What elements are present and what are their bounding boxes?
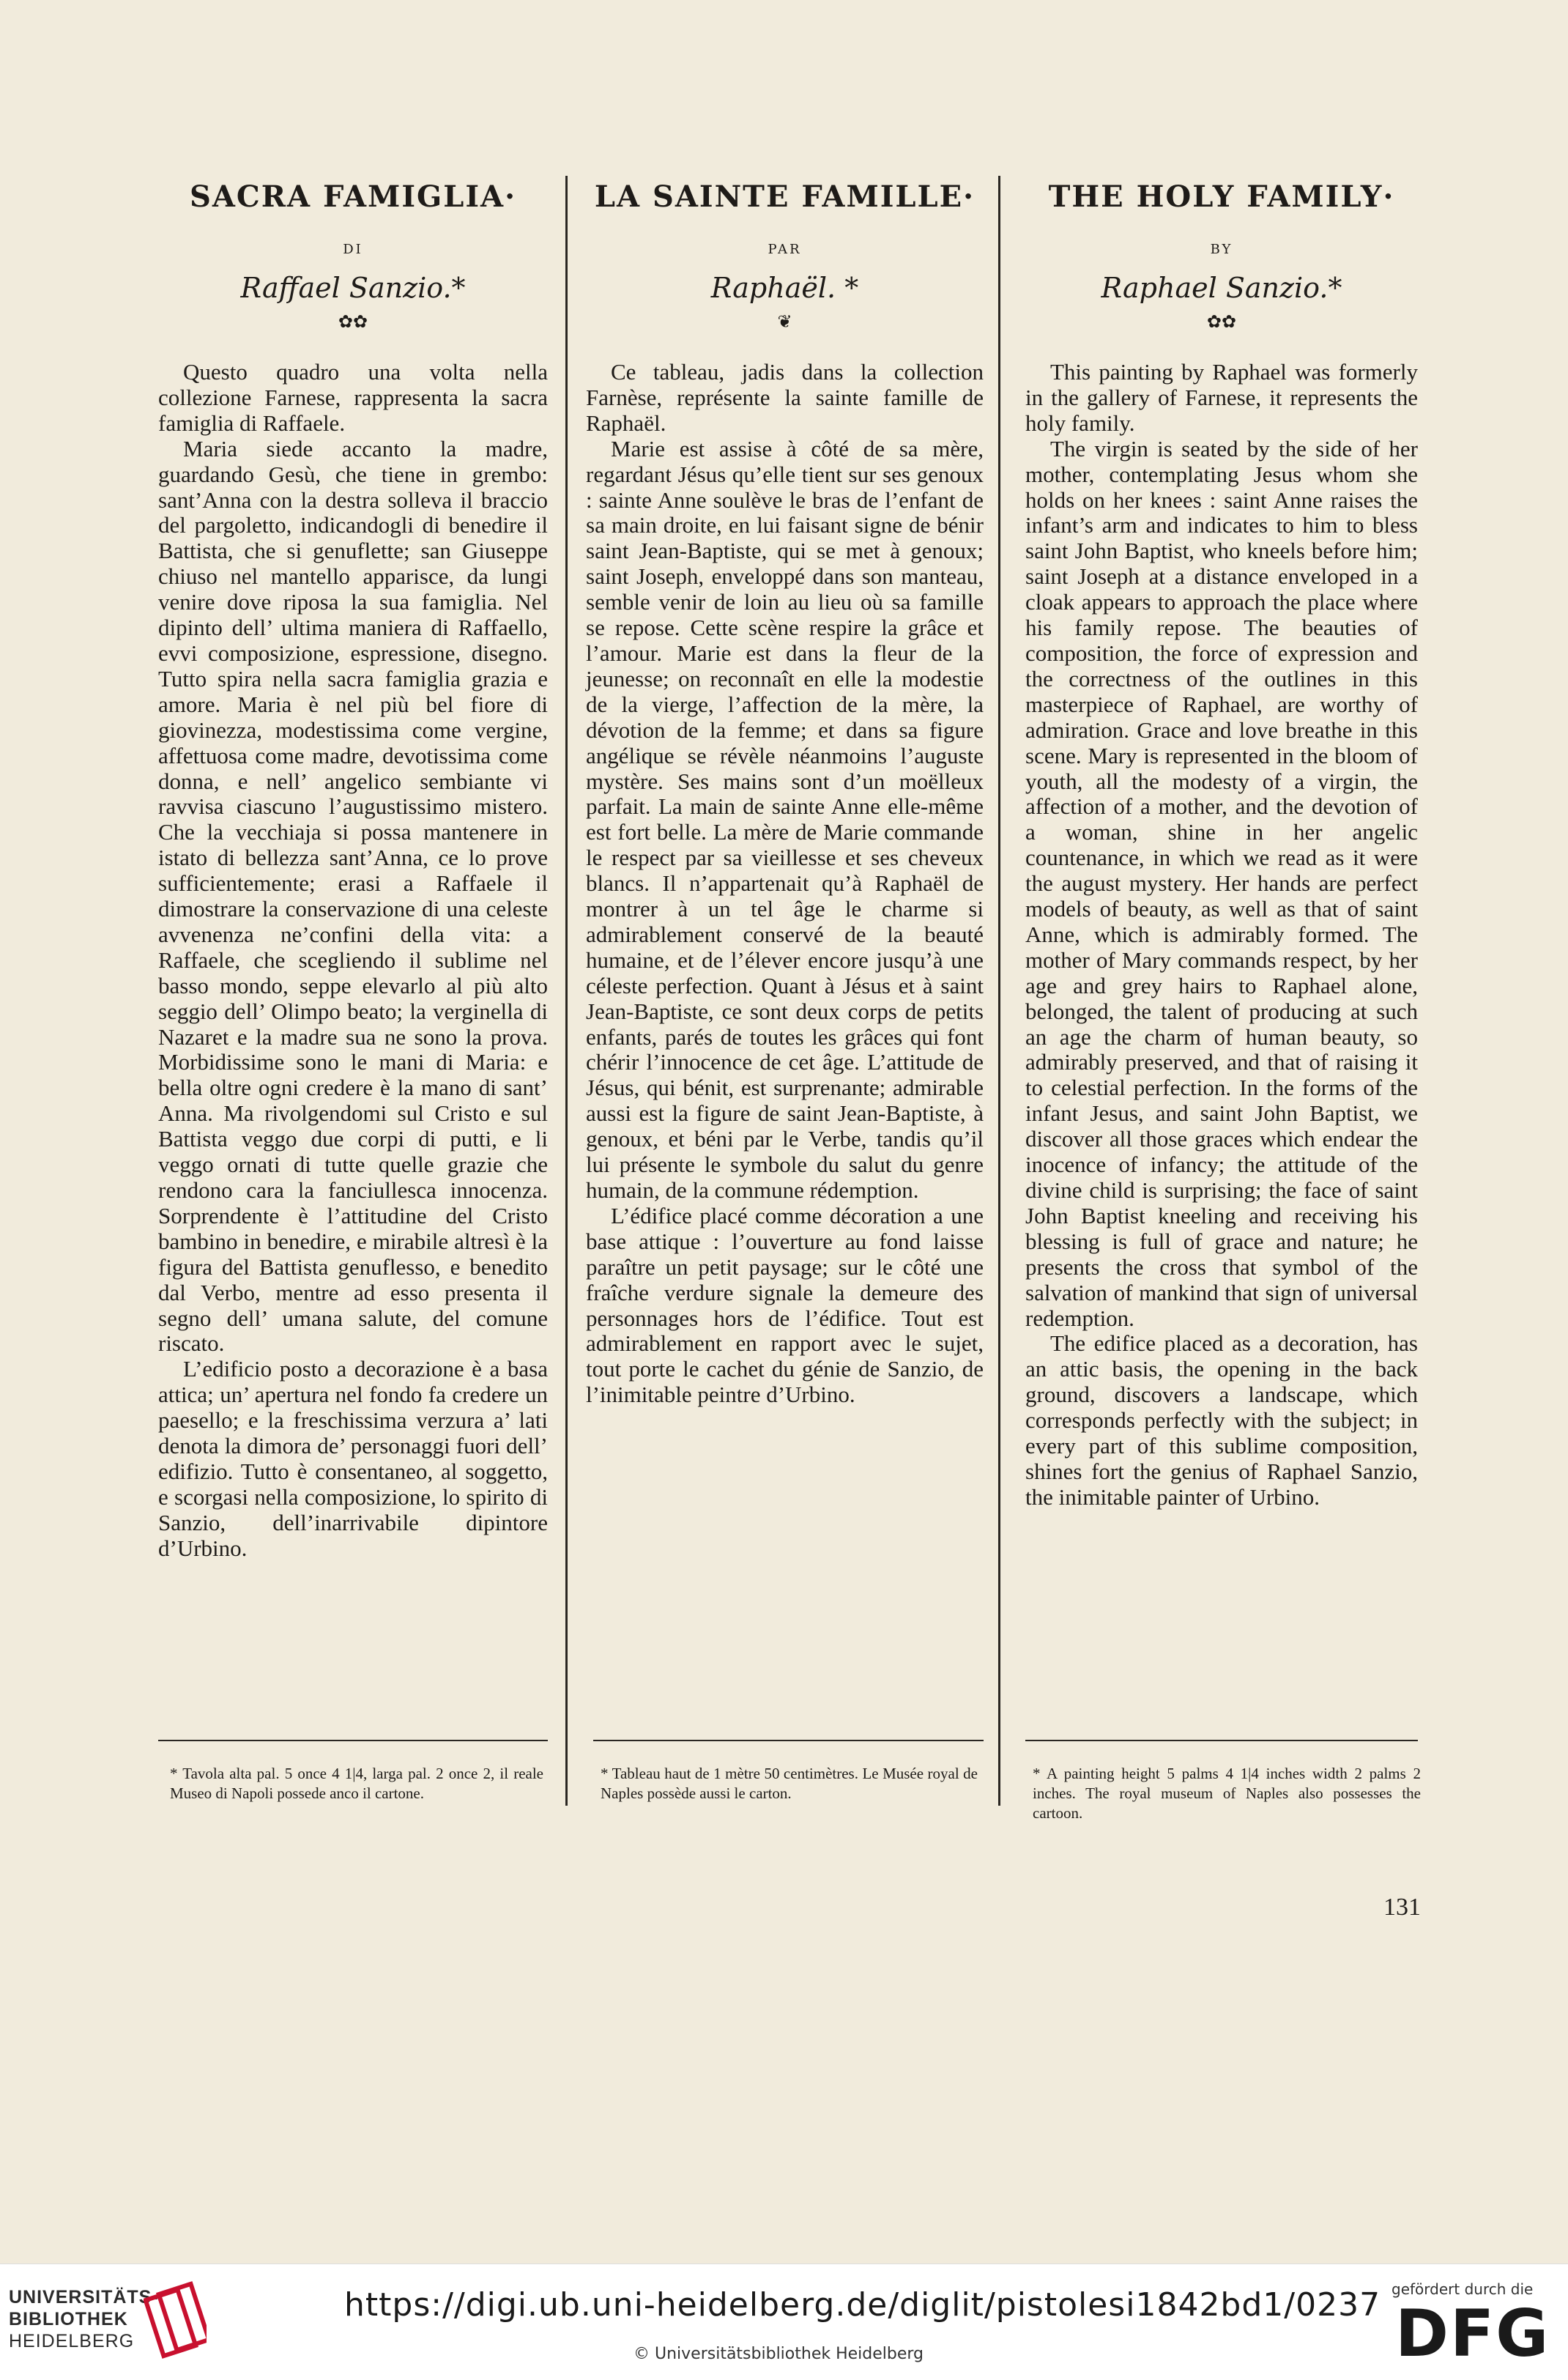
column-divider-right	[998, 176, 1000, 1806]
footnote-rule-english	[1025, 1740, 1418, 1741]
logo-line: UNIVERSITÄTS-	[9, 2287, 159, 2307]
footnote-rule-french	[593, 1740, 984, 1741]
column-divider-left	[565, 176, 568, 1806]
paragraph: Maria siede accanto la madre, guardando Gesù, che tiene in grembo: sant’Anna con la destra solleva il braccio del pargoletto, indicandogli di benedire il Battista, che si genuflette; san Giuseppe chiuso nel mantello apparisce, da lungi venire dove riposa la sua famiglia. Nel dipinto dell’ ultima maniera di Raffaello, evvi composizione, espressione, disegno. Tutto spira nella sacra famiglia grazia e amore. Maria è nel più bel fiore di giovinezza, modestissima come vergine, affettuosa come madre, devotissima come donna, e nell’ angelico sembiante vi ravvisa ciascuno l’augustissimo mistero. Che la vecchiaja si possa mantenere in istato di bellezza sant’Anna, ce lo prove sufficientemente; erasi a Raffaele il dimostrare la conservazione di una celeste avvenenza ne’confini della vita: a Raffaele, che scegliendo il sublime nel basso mondo, seppe elevarlo al più alto seggio dell’ Olimpo beato; la verginella di Nazaret e la madre sua ne sono la prova. Morbidissime sono le mani di Maria: e bella oltre ogni credere è la mano di sant’ Anna. Ma rivolgendomi sul Cristo e sul Battista veggo due corpi di putti, e li veggo ornati di tutte quelle grazie che rendono cara la fanciullesca innocenza. Sorprendente è l’attitudine del Cristo bambino in benedire, e mirabile altresì è la figura del Battista genuflesso, e benedito dal Verbo, mentre ad esso presenta il segno dell’ umana salute, del comune riscato.	[158, 435, 548, 1357]
footer-bar	[0, 2264, 1568, 2380]
paragraph: Questo quadro una volta nella collezione Farnese, rappresenta la sacra famiglia di Raffaele.	[158, 359, 548, 436]
funded-by-label: gefördert durch die	[1391, 2280, 1534, 2298]
paragraph: Ce tableau, jadis dans la collection Farnèse, représente la sainte famille de Raphaël.	[586, 359, 984, 436]
dfg-logo[interactable]: DFG	[1395, 2296, 1550, 2371]
footnote-english: * A painting height 5 palms 4 1|4 inches width 2 palms 2 inches. The royal museum of Naples also possesses the cartoon.	[1033, 1765, 1421, 1822]
ornament-icon: ✿✿	[1206, 311, 1237, 332]
author-english: Raphael Sanzio.*	[1101, 272, 1342, 304]
paragraph: The edifice placed as a decoration, has an attic basis, the opening in the back ground, discovers a landscape, which corresponds perfectly with the subject; in every part of this sublime composition, shines fort the genius of Raphael Sanzio, the inimitable painter of Urbino.	[1025, 1330, 1418, 1510]
column-italian	[158, 179, 548, 1562]
author-french: Raphaël. *	[710, 272, 859, 304]
paragraph: This painting by Raphael was formerly in the gallery of Farnese, it represents the holy family.	[1025, 359, 1418, 436]
page-number: 131	[1383, 1894, 1421, 1921]
heading-french: LA SAINTE FAMILLE·	[594, 179, 976, 214]
preposition-french: PAR	[768, 242, 802, 257]
footnote-italian: * Tavola alta pal. 5 once 4 1|4, larga pal. 2 once 2, il reale Museo di Napoli possede anco il cartone.	[170, 1765, 543, 1802]
heading-italian: SACRA FAMIGLIA·	[190, 179, 516, 214]
ornament-icon: ❦	[777, 311, 792, 332]
copyright-notice: © Universitätsbibliothek Heidelberg	[633, 2345, 924, 2363]
logo-line: HEIDELBERG	[9, 2331, 135, 2351]
column-english	[1025, 179, 1418, 1510]
column-french	[586, 179, 984, 1408]
footnote-rule-italian	[158, 1740, 548, 1741]
body-text-french	[586, 360, 984, 1408]
paragraph: L’edificio posto a decorazione è a basa attica; un’ apertura nel fondo fa credere un paesello; e la freschissima verzura a’ lati denota la dimora de’ personaggi fuori dell’ edifizio. Tutto è consentaneo, al soggetto, e scorgasi nella composizione, lo spirito di Sanzio, dell’inarrivabile dipintore d’Urbino.	[158, 1356, 548, 1561]
library-logo-text[interactable]	[9, 2286, 159, 2352]
paragraph: L’édifice placé comme décoration a une base attique : l’ouverture au fond laisse paraître un petit paysage; sur le côté une fraîche verdure signale la demeure des personnages hors de l’édifice. Tout est admirablement en rapport avec le sujet, tout porte le cachet du génie de Sanzio, de l’inimitable peintre d’Urbino.	[586, 1202, 984, 1408]
logo-line: BIBLIOTHEK	[9, 2309, 128, 2329]
paragraph: Marie est assise à côté de sa mère, regardant Jésus qu’elle tient sur ses genoux : sainte Anne soulève le bras de l’enfant de sa main droite, en lui faisant signe de bénir saint Jean-Baptiste, qui se met à genoux; saint Joseph, enveloppé dans son manteau, semble venir de loin au lieu où sa famille se repose. Cette scène respire la grâce et l’amour. Marie est dans la fleur de la jeunesse; on reconnaît en elle la modestie de la vierge, l’affection de la mère, la dévotion de la femme; et dans sa figure angélique se révèle néanmoins l’auguste mystère. Ses mains sont d’un moëlleux parfait. La main de sainte Anne elle-même est fort belle. La mère de Marie commande le respect par sa vieillesse et ses cheveux blancs. Il n’appartenait qu’à Raphaël de montrer à un tel âge le charme si admirablement conservé de la beauté humaine, et de l’élever encore jusqu’à une céleste perfection. Quant à Jésus et à saint Jean-Baptiste, ce sont deux corps de petits enfants, parés de toutes les grâces qui font chérir l’innocence de cet âge. L’attitude de Jésus, qui bénit, est surprenante; admirable aussi est la figure de saint Jean-Baptiste, à genoux, et béni par le Verbe, tandis qu’il lui présente le symbole du salut du genre humain, de la commune rédemption.	[586, 435, 984, 1203]
preposition-italian: DI	[343, 242, 363, 257]
paragraph: The virgin is seated by the side of her mother, contemplating Jesus whom she holds on her knees : saint Anne raises the infant’s arm and indicates to him to bless saint John Baptist, who kneels before him; saint Joseph at a distance enveloped in a cloak appears to approach the place where his family repose. The beauties of composition, the force of expression and the correctness of the outlines in this masterpiece of Raphael, are worthy of admiration. Grace and love breathe in this scene. Mary is represented in the bloom of youth, all the modesty of a virgin, the affection of a mother, and the devotion of a woman, shine in her angelic countenance, in which we read as it were the august mystery. Her hands are perfect models of beauty, as well as that of saint Anne, which is admirably formed. The mother of Mary commands respect, by her age and grey hairs to Raphael alone, belonged, the talent of producing at such an age the charm of human beauty, so admirably preserved, and that of raising it to celestial perfection. In the forms of the infant Jesus, and saint John Baptist, we discover all those graces which endear the inocence of infancy; the attitude of the divine child is surprising; the face of saint John Baptist kneeling and receiving his blessing is full of grace and nature; he presents the cross that symbol of the salvation of mankind that sign of universal redemption.	[1025, 435, 1418, 1331]
library-logo-icon	[144, 2280, 207, 2361]
permalink-url[interactable]: https://digi.ub.uni-heidelberg.de/diglit/pistolesi1842bd1/0237	[344, 2286, 1381, 2324]
footnote-french: * Tableau haut de 1 mètre 50 centimètres. Le Musée royal de Naples possède aussi le carton.	[601, 1765, 978, 1802]
preposition-english: BY	[1210, 242, 1233, 257]
author-italian: Raffael Sanzio.*	[240, 272, 466, 304]
body-text-italian	[158, 360, 548, 1562]
heading-english: THE HOLY FAMILY·	[1048, 179, 1395, 214]
ornament-icon: ✿✿	[338, 311, 368, 332]
body-text-english	[1025, 360, 1418, 1510]
